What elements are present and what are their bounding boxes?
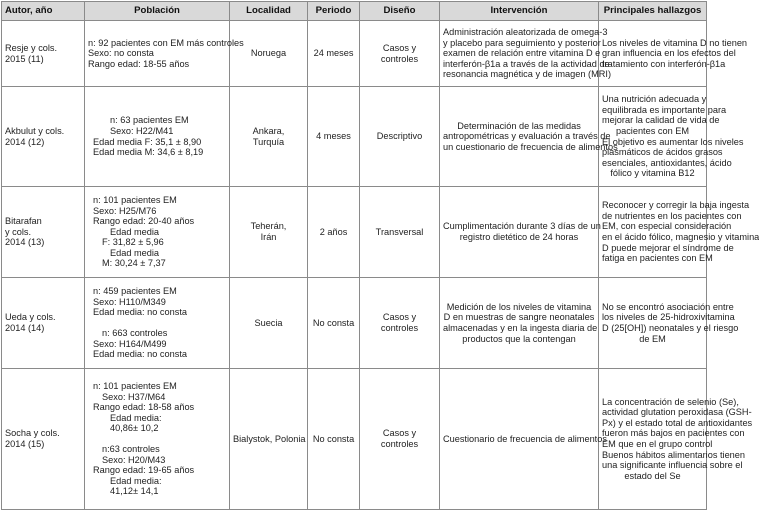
cell-poblacion — [85, 21, 244, 87]
text-line: Edad media — [110, 226, 160, 237]
header-poblacion: Población — [85, 2, 230, 21]
text-line: D puede mejorar el síndrome de — [602, 242, 734, 253]
text-line: n: 101 pacientes EM — [93, 381, 177, 392]
cell-localidad — [230, 87, 308, 187]
cell-poblacion — [85, 87, 230, 187]
text-line: antropométricas y evaluación a través de — [443, 131, 611, 142]
text-line: Sexo: H25/M76 — [93, 205, 157, 216]
text-line: mejorar la calidad de vida de — [602, 115, 720, 126]
text-line: 40,86± 10,2 — [110, 423, 159, 434]
cell-autor — [2, 369, 85, 510]
text-line: Teherán, — [250, 221, 287, 232]
cell-autor — [2, 21, 85, 87]
text-line: estado del Se — [624, 470, 681, 481]
cell-periodo: No consta — [308, 278, 360, 369]
text-line: registro dietético de 24 horas — [459, 232, 579, 242]
cell-localidad — [230, 21, 308, 87]
text-line: equilibrada es importante para — [602, 104, 727, 115]
text-line: y cols. — [5, 226, 32, 237]
text-line: Reconocer y corregir la baja ingesta — [602, 200, 750, 211]
cell-localidad — [230, 278, 308, 369]
text-line: Px) y el estado total de antioxidantes — [602, 417, 753, 428]
cell-intervencion — [440, 278, 599, 369]
cell-periodo: No consta — [308, 369, 360, 510]
text-line: n:63 controles — [102, 444, 160, 454]
cell-poblacion — [85, 369, 230, 510]
studies-table — [1, 1, 759, 510]
text-line: en el ácido fólico, magnesio y vitamina — [602, 232, 759, 242]
text-line: 2015 (11) — [5, 53, 44, 64]
text-line: n: 63 pacientes EM — [110, 115, 189, 126]
text-line: Sexo: H22/M41 — [110, 125, 174, 136]
text-line: Medición de los niveles de vitamina — [446, 301, 592, 312]
text-line: Edad media: — [110, 412, 162, 423]
text-line: plasmáticos de ácidos grasos — [602, 147, 723, 158]
text-line: Ueda y cols. — [5, 312, 56, 323]
header-autor: Autor, año — [2, 2, 85, 21]
text-line: Sexo: H110/M349 — [93, 296, 166, 307]
cell-hallazgos — [599, 87, 744, 187]
cell-diseno: Casos y controles — [360, 369, 440, 510]
text-line: Edad media F: 35,1 ± 8,90 — [93, 136, 202, 147]
cell-diseno: Descriptivo — [360, 87, 440, 187]
text-line: 2014 (12) — [5, 136, 45, 147]
header-localidad: Localidad — [230, 2, 308, 21]
text-line: Cumplimentación durante 3 días de un — [443, 221, 601, 232]
text-line: EM que en el grupo control — [602, 439, 713, 449]
text-line: La concentración de selenio (Se), — [602, 396, 739, 407]
cell-intervencion — [440, 369, 607, 510]
text-line: n: 101 pacientes EM — [93, 194, 177, 205]
cell-hallazgos — [599, 369, 753, 510]
text-line: Los niveles de vitamina D no tienen — [602, 37, 748, 48]
text-line: Edad media M: 34,6 ± 8,19 — [93, 147, 204, 158]
text-line: Bitarafan — [5, 216, 42, 227]
text-line: Una nutrición adecuada y — [602, 94, 707, 105]
text-line: n: 459 pacientes EM — [93, 286, 177, 297]
text-line: Ankara, — [252, 125, 285, 136]
header-hallazgos: Principales hallazgos — [599, 2, 707, 21]
text-line: pacientes con EM — [615, 125, 690, 136]
spacer — [88, 318, 226, 328]
cell-periodo: 2 años — [308, 187, 360, 278]
table-row — [2, 87, 707, 187]
text-line: Irán — [260, 232, 277, 242]
table-row — [2, 21, 707, 87]
text-line: Rango edad: 18-55 años — [88, 58, 190, 69]
cell-localidad — [230, 187, 308, 278]
cell-periodo: 4 meses — [308, 87, 360, 187]
text-line: Rango edad: 19-65 años — [93, 465, 195, 476]
cell-intervencion — [440, 87, 618, 187]
cell-hallazgos — [599, 187, 759, 278]
table-row — [2, 369, 707, 510]
text-line: Sexo: H164/M499 — [93, 338, 167, 349]
text-line: Edad media: — [110, 475, 162, 486]
cell-diseno: Casos y controles — [360, 278, 440, 369]
text-line: D (25[OH]) neonatales y el riesgo — [602, 323, 739, 333]
header-row — [2, 2, 707, 21]
text-line: Rango edad: 20-40 años — [93, 216, 195, 227]
text-line: Cuestionario de frecuencia de alimentos — [443, 433, 607, 444]
text-line: Edad media: no consta — [93, 349, 187, 360]
text-line: de nutrientes en los pacientes con — [602, 210, 742, 221]
text-line: 2014 (13) — [5, 237, 45, 248]
cell-autor — [2, 187, 85, 278]
text-line: n: 92 pacientes con EM más controles — [88, 37, 244, 48]
text-line: un cuestionario de frecuencia de alimentos — [443, 141, 618, 152]
text-line: EM, con especial consideración — [602, 221, 732, 232]
cell-periodo: 24 meses — [308, 21, 360, 87]
text-line: Sexo: H20/M43 — [102, 454, 166, 465]
header-periodo: Periodo — [308, 2, 360, 21]
header-diseno: Diseño — [360, 2, 440, 21]
spacer — [88, 434, 226, 444]
text-line: 2014 (15) — [5, 439, 45, 449]
text-line: Turquía — [252, 136, 285, 147]
header-intervencion: Intervención — [440, 2, 599, 21]
text-line: gran influencia en los efectos del — [602, 48, 736, 59]
text-line: Suecia — [254, 317, 283, 328]
text-line: No se encontró asociación entre — [602, 301, 734, 312]
cell-autor — [2, 278, 85, 369]
cell-hallazgos — [599, 278, 739, 369]
text-line: los niveles de 25-hidroxivitamina — [602, 312, 735, 323]
cell-diseno: Transversal — [360, 187, 440, 278]
cell-localidad — [230, 369, 308, 510]
text-line: fueron más bajos en pacientes con — [602, 428, 745, 439]
text-line: actividad glutation peroxidasa (GSH- — [602, 407, 752, 418]
text-line: M: 30,24 ± 7,37 — [102, 258, 166, 269]
text-line: Noruega — [250, 48, 287, 59]
text-line: 2014 (14) — [5, 323, 45, 333]
text-line: n: 663 controles — [102, 328, 168, 338]
text-line: una significante influencia sobre el — [602, 460, 743, 471]
text-line: y placebo para seguimiento y posterior — [443, 37, 601, 48]
text-line: fatiga en pacientes con EM — [602, 253, 713, 264]
text-line: resonancia magnética y de imagen (MRI) — [443, 69, 612, 80]
text-line: interferón-β1a a través de la actividad de — [443, 58, 610, 69]
text-line: esenciales, antioxidantes, ácido — [602, 157, 732, 168]
text-line: Rango edad: 18-58 años — [93, 402, 195, 413]
text-line: Sexo: H37/M64 — [102, 391, 166, 402]
text-line: 41,12± 14,1 — [110, 486, 159, 497]
text-line: Bialystok, Polonia — [233, 433, 306, 444]
text-line: Edad media: no consta — [93, 307, 187, 318]
cell-autor — [2, 87, 85, 187]
text-line: almacenadas y en la ingesta diaria de — [443, 323, 598, 333]
cell-intervencion — [440, 21, 612, 87]
text-line: Socha y cols. — [5, 428, 60, 439]
text-line: examen de relación entre vitamina D e — [443, 48, 601, 59]
text-line: Resje y cols. — [5, 42, 58, 53]
text-line: tratamiento con interferón-β1a — [602, 58, 726, 69]
cell-diseno: Casos y controles — [360, 21, 440, 87]
text-line: Akbulut y cols. — [5, 125, 65, 136]
cell-poblacion — [85, 187, 230, 278]
text-line: Edad media — [110, 247, 160, 258]
text-line: fólico y vitamina B12 — [610, 168, 695, 179]
text-line: de EM — [639, 333, 666, 344]
text-line: Administración aleatorizada de omega-3 — [443, 27, 608, 38]
text-line: productos que la contengan — [462, 333, 576, 344]
text-line: Determinación de las medidas — [457, 120, 581, 131]
text-line: F: 31,82 ± 5,96 — [102, 237, 164, 248]
table-row — [2, 278, 707, 369]
cell-hallazgos — [599, 21, 748, 87]
text-line: Sexo: no consta — [88, 48, 154, 59]
cell-intervencion — [440, 187, 599, 278]
text-line: D en muestras de sangre neonatales — [443, 312, 595, 323]
cell-poblacion — [85, 278, 230, 369]
table-row — [2, 187, 707, 278]
text-line: Buenos hábitos alimentarios tienen — [602, 449, 746, 460]
text-line: El objetivo es aumentar los niveles — [602, 136, 744, 147]
